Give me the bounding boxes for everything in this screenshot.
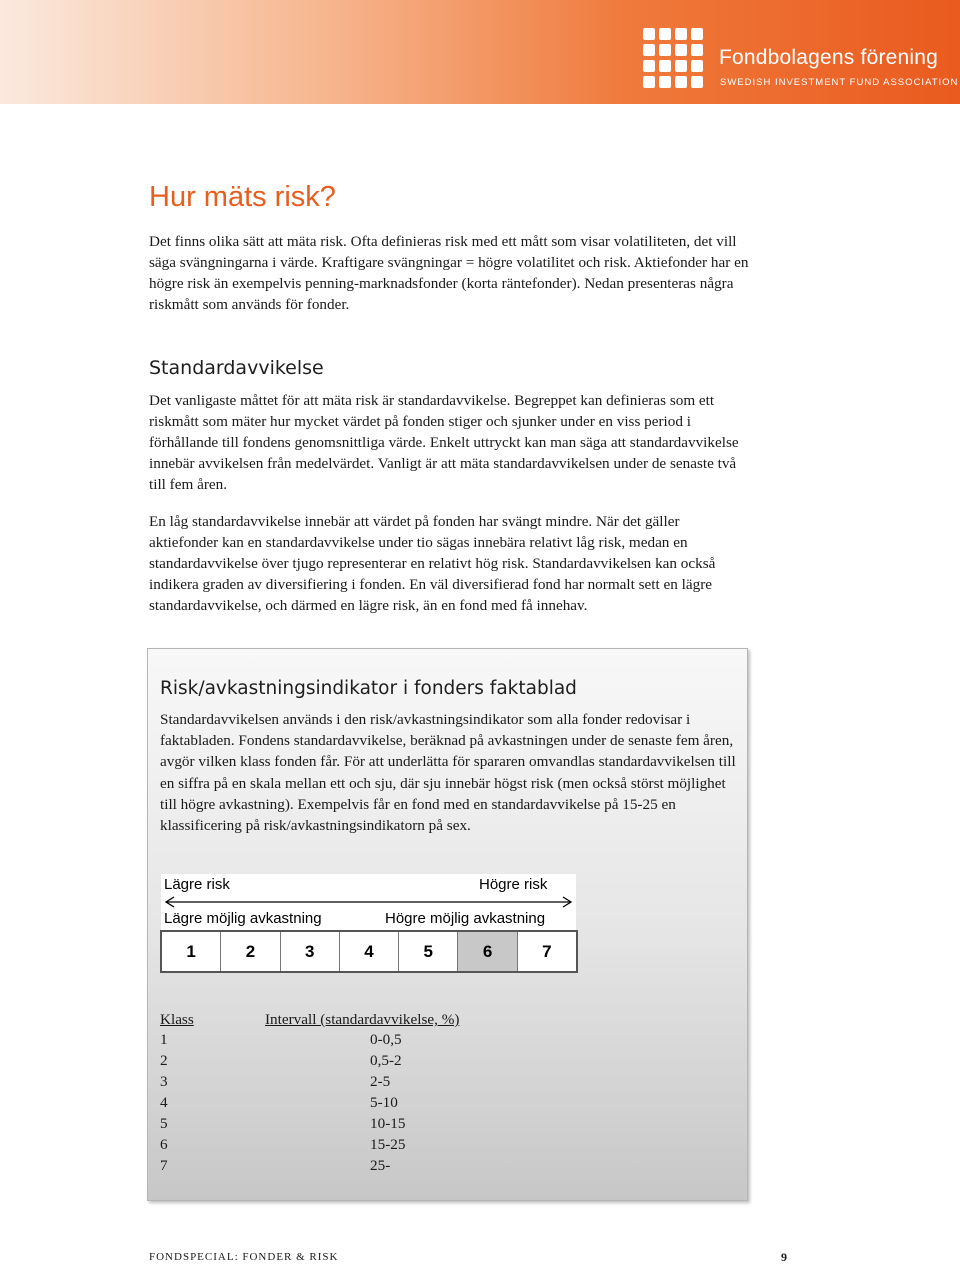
table-cell-class: 3 (160, 1073, 168, 1090)
table-cell-class: 5 (160, 1115, 168, 1132)
page-title: Hur mäts risk? (149, 181, 336, 213)
info-box-title: Risk/avkastningsindikator i fonders faktablad (160, 678, 577, 699)
organization-name: Fondbolagens förening (719, 46, 939, 69)
risk-class-cell: 4 (340, 932, 399, 971)
risk-class-cell-highlighted: 6 (458, 932, 517, 971)
table-cell-interval: 0,5-2 (370, 1052, 402, 1069)
table-cell-class: 6 (160, 1136, 168, 1153)
table-row (160, 1031, 460, 1052)
intro-paragraph: Det finns olika sätt att mäta risk. Ofta definieras risk med ett mått som visar volatiliteten, det vill säga svängningarna i värde. Kraftigare svängningar = högre volatilitet och risk. Aktiefonder har en högre risk än exempelvis penning-marknadsfonder (korta räntefonder). Nedan presenteras några riskmått som används för fonder. (149, 233, 749, 313)
table-cell-interval: 10-15 (370, 1115, 406, 1132)
higher-risk-label: Högre risk (479, 876, 548, 893)
organization-logo-icon (643, 28, 705, 90)
table-cell-interval: 0-0,5 (370, 1031, 402, 1048)
table-row (160, 1115, 460, 1136)
table-row (160, 1052, 460, 1073)
risk-scale-labels (161, 874, 576, 932)
risk-class-cell: 2 (221, 932, 280, 971)
table-row (160, 1136, 460, 1157)
organization-subtitle: SWEDISH INVESTMENT FUND ASSOCIATION (720, 77, 959, 88)
risk-class-scale (160, 930, 578, 973)
table-cell-interval: 5-10 (370, 1094, 398, 1111)
table-cell-interval: 2-5 (370, 1073, 391, 1090)
table-row (160, 1157, 460, 1178)
table-header-class: Klass (160, 1011, 194, 1028)
risk-class-cell: 1 (162, 932, 221, 971)
table-cell-class: 7 (160, 1157, 168, 1174)
risk-arrow-icon (161, 895, 576, 909)
table-cell-class: 1 (160, 1031, 168, 1048)
table-row (160, 1094, 460, 1115)
footer-label: FONDSPECIAL: FONDER & RISK (149, 1251, 339, 1263)
page-number: 9 (781, 1250, 787, 1264)
table-row (160, 1073, 460, 1094)
risk-class-cell: 7 (542, 941, 552, 961)
info-box-paragraph: Standardavvikelsen används i den risk/avkastningsindikator som alla fonder redovisar i faktabladen. Fondens standardavvikelse, beräknad på avkastningen under de senaste fem åren, avgör vilken klass fonden får. För att underlätta för spararen omvandlas standardavvikelsen till en siffra på en skala mellan ett och sju, där sju innebär högst risk (men också störst möjlighet till högre avkastning). Exempelvis får en fond med en standardavvikelse på 15-25 en klassificering på risk/avkastningsindikatorn på sex. (160, 711, 736, 835)
risk-class-cell: 3 (281, 932, 340, 971)
section-heading: Standardavvikelse (149, 357, 324, 379)
lower-risk-label: Lägre risk (164, 876, 230, 893)
table-cell-interval: 25- (370, 1157, 391, 1174)
higher-return-label: Högre möjlig avkastning (385, 910, 546, 927)
lower-return-label: Lägre möjlig avkastning (164, 910, 322, 927)
table-cell-class: 4 (160, 1094, 168, 1111)
table-header-interval: Intervall (standardavvikelse, %) (265, 1011, 460, 1028)
section-paragraph-1: Det vanligaste måttet för att mäta risk är standardavvikelse. Begreppet kan definieras som ett riskmått som mäter hur mycket värdet på fonden stiger och sjunker under en viss period i förhållande till fondens genomsnittliga värde. Enkelt uttryckt kan man säga att standardavvikelse innebär avvikelsen från medelvärdet. Vanligt är att mäta standardavvikelsen under de senaste två till fem åren. (149, 392, 739, 493)
risk-class-cell: 5 (399, 932, 458, 971)
table-cell-interval: 15-25 (370, 1136, 406, 1153)
section-paragraph-2: En låg standardavvikelse innebär att värdet på fonden har svängt mindre. När det gäller aktiefonder kan en standardavvikelse under tio sägas innebära relativt låg risk, medan en standardavvikelse över tjugo representerar en relativt hög risk. Standardavvikelsen kan också indikera graden av diversifiering i fonden. En väl diversifierad fond har normalt sett en lägre standardavvikelse, och därmed en lägre risk, än en fond med få innehav. (149, 513, 716, 614)
table-cell-class: 2 (160, 1052, 168, 1069)
header-band (0, 0, 960, 104)
